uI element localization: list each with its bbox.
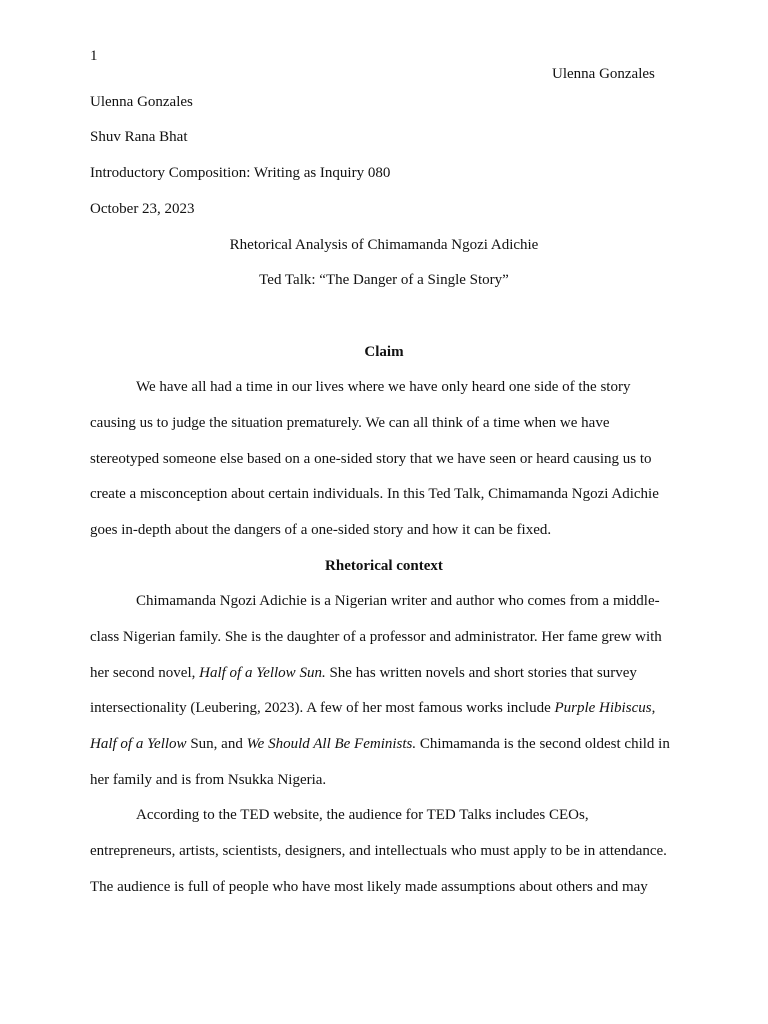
context-line: The audience is full of people who have most likely made assumptions about others and may (90, 879, 648, 895)
context-text: her second novel, (90, 665, 200, 681)
title-line-1: Rhetorical Analysis of Chimamanda Ngozi Adichie (229, 237, 539, 253)
context-line (90, 665, 637, 682)
date: October 23, 2023 (90, 201, 195, 217)
context-text: Sun, and (186, 736, 247, 752)
student-name: Ulenna Gonzales (90, 94, 193, 110)
instructor-name: Shuv Rana Bhat (90, 129, 188, 145)
context-text: , (651, 700, 656, 716)
claim-line: We have all had a time in our lives where we have only heard one side of the story (136, 379, 631, 395)
context-text: She has written novels and short stories that survey (325, 665, 637, 681)
context-line: entrepreneurs, artists, scientists, designers, and intellectuals who must apply to be in attendance. (90, 843, 667, 859)
book-title-italic: Half of a Yellow Sun. (199, 665, 326, 681)
context-text: intersectionality (Leubering, 2023). A few of her most famous works include (90, 700, 555, 716)
context-text: Chimamanda is the second oldest child in (416, 736, 670, 752)
context-line: According to the TED website, the audience for TED Talks includes CEOs, (136, 807, 589, 823)
claim-line: causing us to judge the situation prematurely. We can all think of a time when we have (90, 415, 610, 431)
context-line: class Nigerian family. She is the daughter of a professor and administrator. Her fame grew with (90, 629, 662, 645)
section-title-rhetorical-context: Rhetorical context (325, 558, 443, 574)
book-title-italic: Half of a Yellow (90, 736, 187, 752)
course-name: Introductory Composition: Writing as Inquiry 080 (90, 165, 391, 181)
context-line: her family and is from Nsukka Nigeria. (90, 772, 327, 788)
book-title-italic: We Should All Be Feminists. (246, 736, 417, 752)
context-line (90, 700, 655, 717)
claim-line: create a misconception about certain individuals. In this Ted Talk, Chimamanda Ngozi Adichie (90, 486, 659, 502)
book-title-italic: Purple Hibiscus (554, 700, 652, 716)
page-number: 1 (90, 48, 98, 64)
section-title-claim: Claim (364, 344, 404, 360)
claim-line: stereotyped someone else based on a one-sided story that we have seen or heard causing us to (90, 451, 652, 467)
claim-line: goes in-depth about the dangers of a one-sided story and how it can be fixed. (90, 522, 552, 538)
context-line: Chimamanda Ngozi Adichie is a Nigerian writer and author who comes from a middle- (136, 593, 660, 609)
running-header: Ulenna Gonzales (552, 66, 655, 82)
context-line (90, 736, 670, 753)
title-line-2: Ted Talk: “The Danger of a Single Story” (259, 272, 509, 288)
